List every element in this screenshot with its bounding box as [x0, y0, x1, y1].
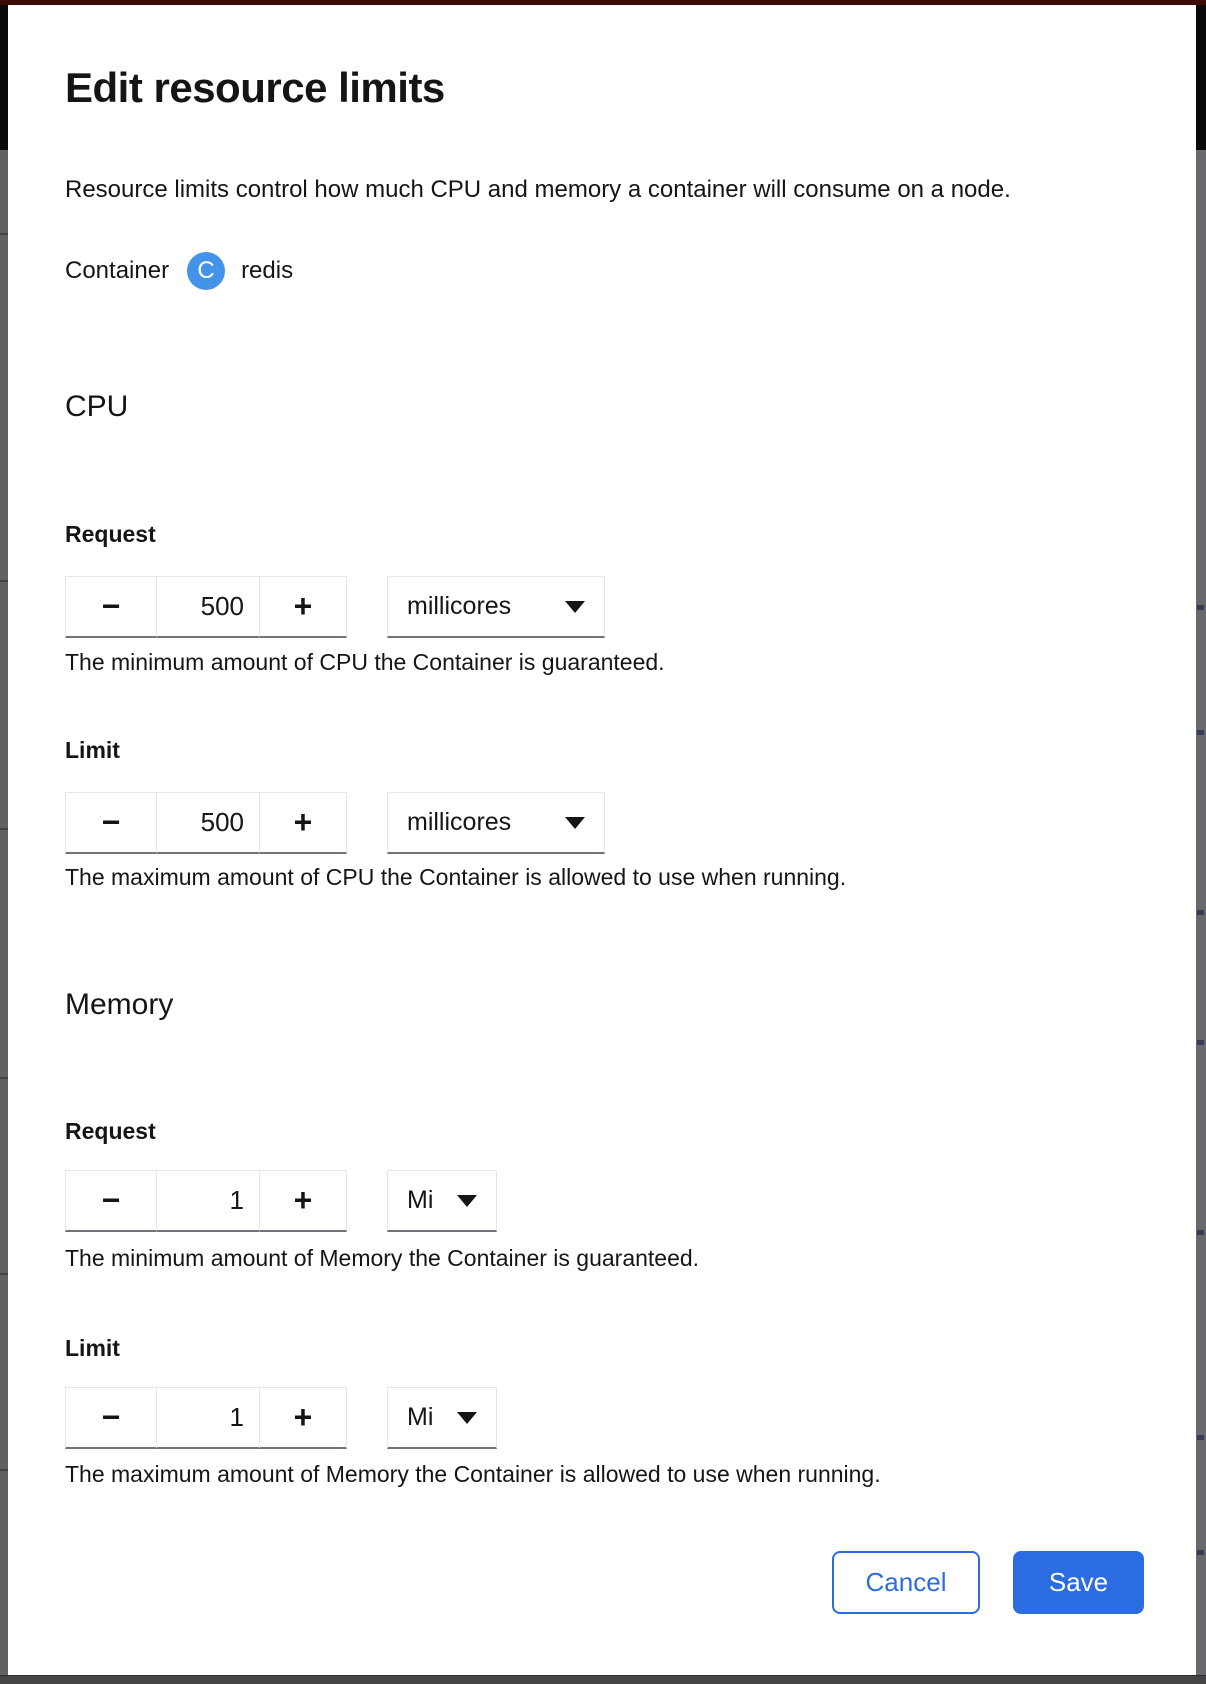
memory-limit-decrement-button[interactable] [65, 1387, 157, 1449]
page-edge-bottom [0, 1675, 1206, 1684]
memory-request-value-input[interactable]: 1 [156, 1170, 260, 1232]
memory-limit-label: Limit [65, 1335, 120, 1361]
cpu-limit-help: The maximum amount of CPU the Container is allowed to use when running. [65, 864, 847, 890]
page-header-sliver [1196, 5, 1206, 150]
memory-limit-unit-select[interactable] [387, 1387, 497, 1449]
cpu-request-decrement-button[interactable] [65, 576, 157, 638]
memory-limit-unit-value: Mi [407, 1403, 434, 1431]
cpu-request-unit-value: millicores [407, 592, 512, 620]
plus-icon: + [293, 804, 313, 840]
container-row [65, 250, 293, 292]
cpu-request-row [65, 576, 605, 638]
cpu-request-unit-select[interactable] [387, 576, 605, 638]
cpu-request-value-input[interactable]: 500 [156, 576, 260, 638]
caret-down-icon [457, 1412, 477, 1424]
memory-request-unit-value: Mi [407, 1186, 434, 1214]
cpu-request-label: Request [65, 521, 156, 547]
memory-limit-increment-button[interactable] [259, 1387, 347, 1449]
cpu-limit-increment-button[interactable] [259, 792, 347, 854]
cpu-limit-label: Limit [65, 737, 120, 763]
plus-icon: + [293, 588, 313, 624]
minus-icon: − [101, 804, 121, 840]
minus-icon: − [101, 588, 121, 624]
container-icon: C [187, 252, 225, 290]
memory-request-unit-select[interactable] [387, 1170, 497, 1232]
cancel-button[interactable]: Cancel [832, 1551, 980, 1614]
caret-down-icon [457, 1195, 477, 1207]
memory-request-decrement-button[interactable] [65, 1170, 157, 1232]
caret-down-icon [565, 817, 585, 829]
memory-request-increment-button[interactable] [259, 1170, 347, 1232]
memory-limit-row [65, 1387, 497, 1449]
plus-icon: + [293, 1182, 313, 1218]
modal-description: Resource limits control how much CPU and memory a container will consume on a node. [65, 176, 1011, 203]
cpu-limit-row [65, 792, 605, 854]
page-edge-right [1196, 5, 1206, 1675]
plus-icon: + [293, 1399, 313, 1435]
page-edge-left [0, 5, 8, 1675]
memory-limit-help: The maximum amount of Memory the Container is allowed to use when running. [65, 1461, 881, 1487]
page-edge-top [0, 0, 1206, 5]
modal-title: Edit resource limits [65, 64, 445, 111]
container-name: redis [241, 257, 294, 284]
minus-icon: − [101, 1399, 121, 1435]
container-label: Container [65, 257, 170, 284]
minus-icon: − [101, 1182, 121, 1218]
caret-down-icon [565, 601, 585, 613]
cpu-limit-unit-select[interactable] [387, 792, 605, 854]
section-heading-memory: Memory [65, 988, 174, 1021]
memory-limit-value-input[interactable]: 1 [156, 1387, 260, 1449]
page-header-sliver [0, 5, 8, 150]
cpu-limit-decrement-button[interactable] [65, 792, 157, 854]
memory-request-row [65, 1170, 497, 1232]
section-heading-cpu: CPU [65, 390, 129, 423]
save-button[interactable]: Save [1013, 1551, 1144, 1614]
cpu-limit-unit-value: millicores [407, 808, 512, 836]
memory-request-help: The minimum amount of Memory the Container is guaranteed. [65, 1245, 700, 1271]
cpu-limit-value-input[interactable]: 500 [156, 792, 260, 854]
cpu-request-help: The minimum amount of CPU the Container is guaranteed. [65, 649, 665, 675]
cpu-request-increment-button[interactable] [259, 576, 347, 638]
memory-request-label: Request [65, 1118, 156, 1144]
